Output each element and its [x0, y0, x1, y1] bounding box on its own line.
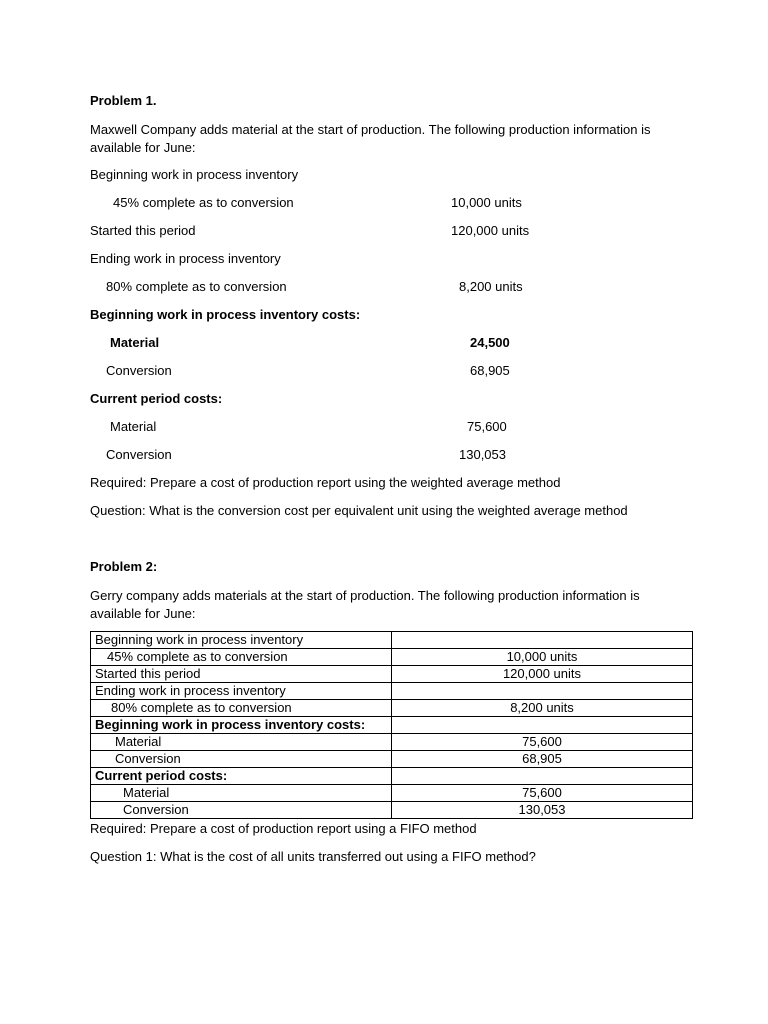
row-label: Material [91, 734, 392, 751]
row-value: 75,600 [392, 734, 693, 751]
p1-bwip-conversion-label: Conversion [106, 363, 172, 378]
problem1-intro: Maxwell Company adds material at the start of production. The following production information is available for June: [90, 122, 651, 155]
p1-started-label: Started this period [90, 223, 196, 238]
row-label: 45% complete as to conversion [91, 649, 392, 666]
table-row [91, 632, 693, 649]
row-label: Beginning work in process inventory [91, 632, 392, 649]
table-row [91, 768, 693, 785]
p1-ewip-label: Ending work in process inventory [90, 251, 281, 266]
p1-cur-conversion-label: Conversion [106, 447, 172, 462]
p1-bwip-units: 10,000 units [451, 195, 522, 210]
p1-current-costs-label: Current period costs: [90, 391, 223, 406]
row-label: Ending work in process inventory [91, 683, 392, 700]
p1-bwip-label: Beginning work in process inventory [90, 167, 299, 182]
table-row [91, 666, 693, 683]
problem2-intro: Gerry company adds materials at the start of production. The following production information is available for June: [90, 588, 640, 621]
table-row [91, 802, 693, 819]
p1-bwip-material-value: 24,500 [470, 335, 510, 350]
table-row [91, 785, 693, 802]
row-value [392, 717, 693, 734]
row-value: 120,000 units [392, 666, 693, 683]
table-row [91, 751, 693, 768]
p1-ewip-pct-label: 80% complete as to conversion [106, 279, 287, 294]
row-value [392, 683, 693, 700]
row-value: 75,600 [392, 785, 693, 802]
row-value: 68,905 [392, 751, 693, 768]
row-label: 80% complete as to conversion [91, 700, 392, 717]
row-label: Beginning work in process inventory costs: [91, 717, 392, 734]
p1-cur-material-label: Material [110, 419, 157, 434]
p2-required: Required: Prepare a cost of production report using a FIFO method [90, 821, 477, 836]
p1-ewip-units: 8,200 units [459, 279, 523, 294]
problem2-title: Problem 2: [90, 559, 158, 574]
p1-bwip-pct-label: 45% complete as to conversion [113, 195, 294, 210]
p1-cur-material-value: 75,600 [467, 419, 507, 434]
p1-bwip-costs-label: Beginning work in process inventory costs: [90, 307, 361, 322]
row-label: Conversion [91, 802, 392, 819]
table-row [91, 649, 693, 666]
p1-bwip-material-label: Material [110, 335, 160, 350]
table-row [91, 683, 693, 700]
table-row [91, 700, 693, 717]
p1-cur-conversion-value: 130,053 [459, 447, 506, 462]
table-row [91, 734, 693, 751]
row-label: Started this period [91, 666, 392, 683]
problem1-title: Problem 1. [90, 93, 157, 108]
row-value: 130,053 [392, 802, 693, 819]
row-label: Current period costs: [91, 768, 392, 785]
row-label: Conversion [91, 751, 392, 768]
row-label: Material [91, 785, 392, 802]
p1-question: Question: What is the conversion cost per equivalent unit using the weighted average method [90, 503, 628, 518]
row-value: 8,200 units [392, 700, 693, 717]
row-value [392, 632, 693, 649]
p1-required: Required: Prepare a cost of production report using the weighted average method [90, 475, 561, 490]
row-value [392, 768, 693, 785]
problem2-table [90, 631, 693, 819]
table-row [91, 717, 693, 734]
p2-question: Question 1: What is the cost of all units transferred out using a FIFO method? [90, 849, 536, 864]
row-value: 10,000 units [392, 649, 693, 666]
p1-bwip-conversion-value: 68,905 [470, 363, 510, 378]
p1-started-units: 120,000 units [451, 223, 530, 238]
